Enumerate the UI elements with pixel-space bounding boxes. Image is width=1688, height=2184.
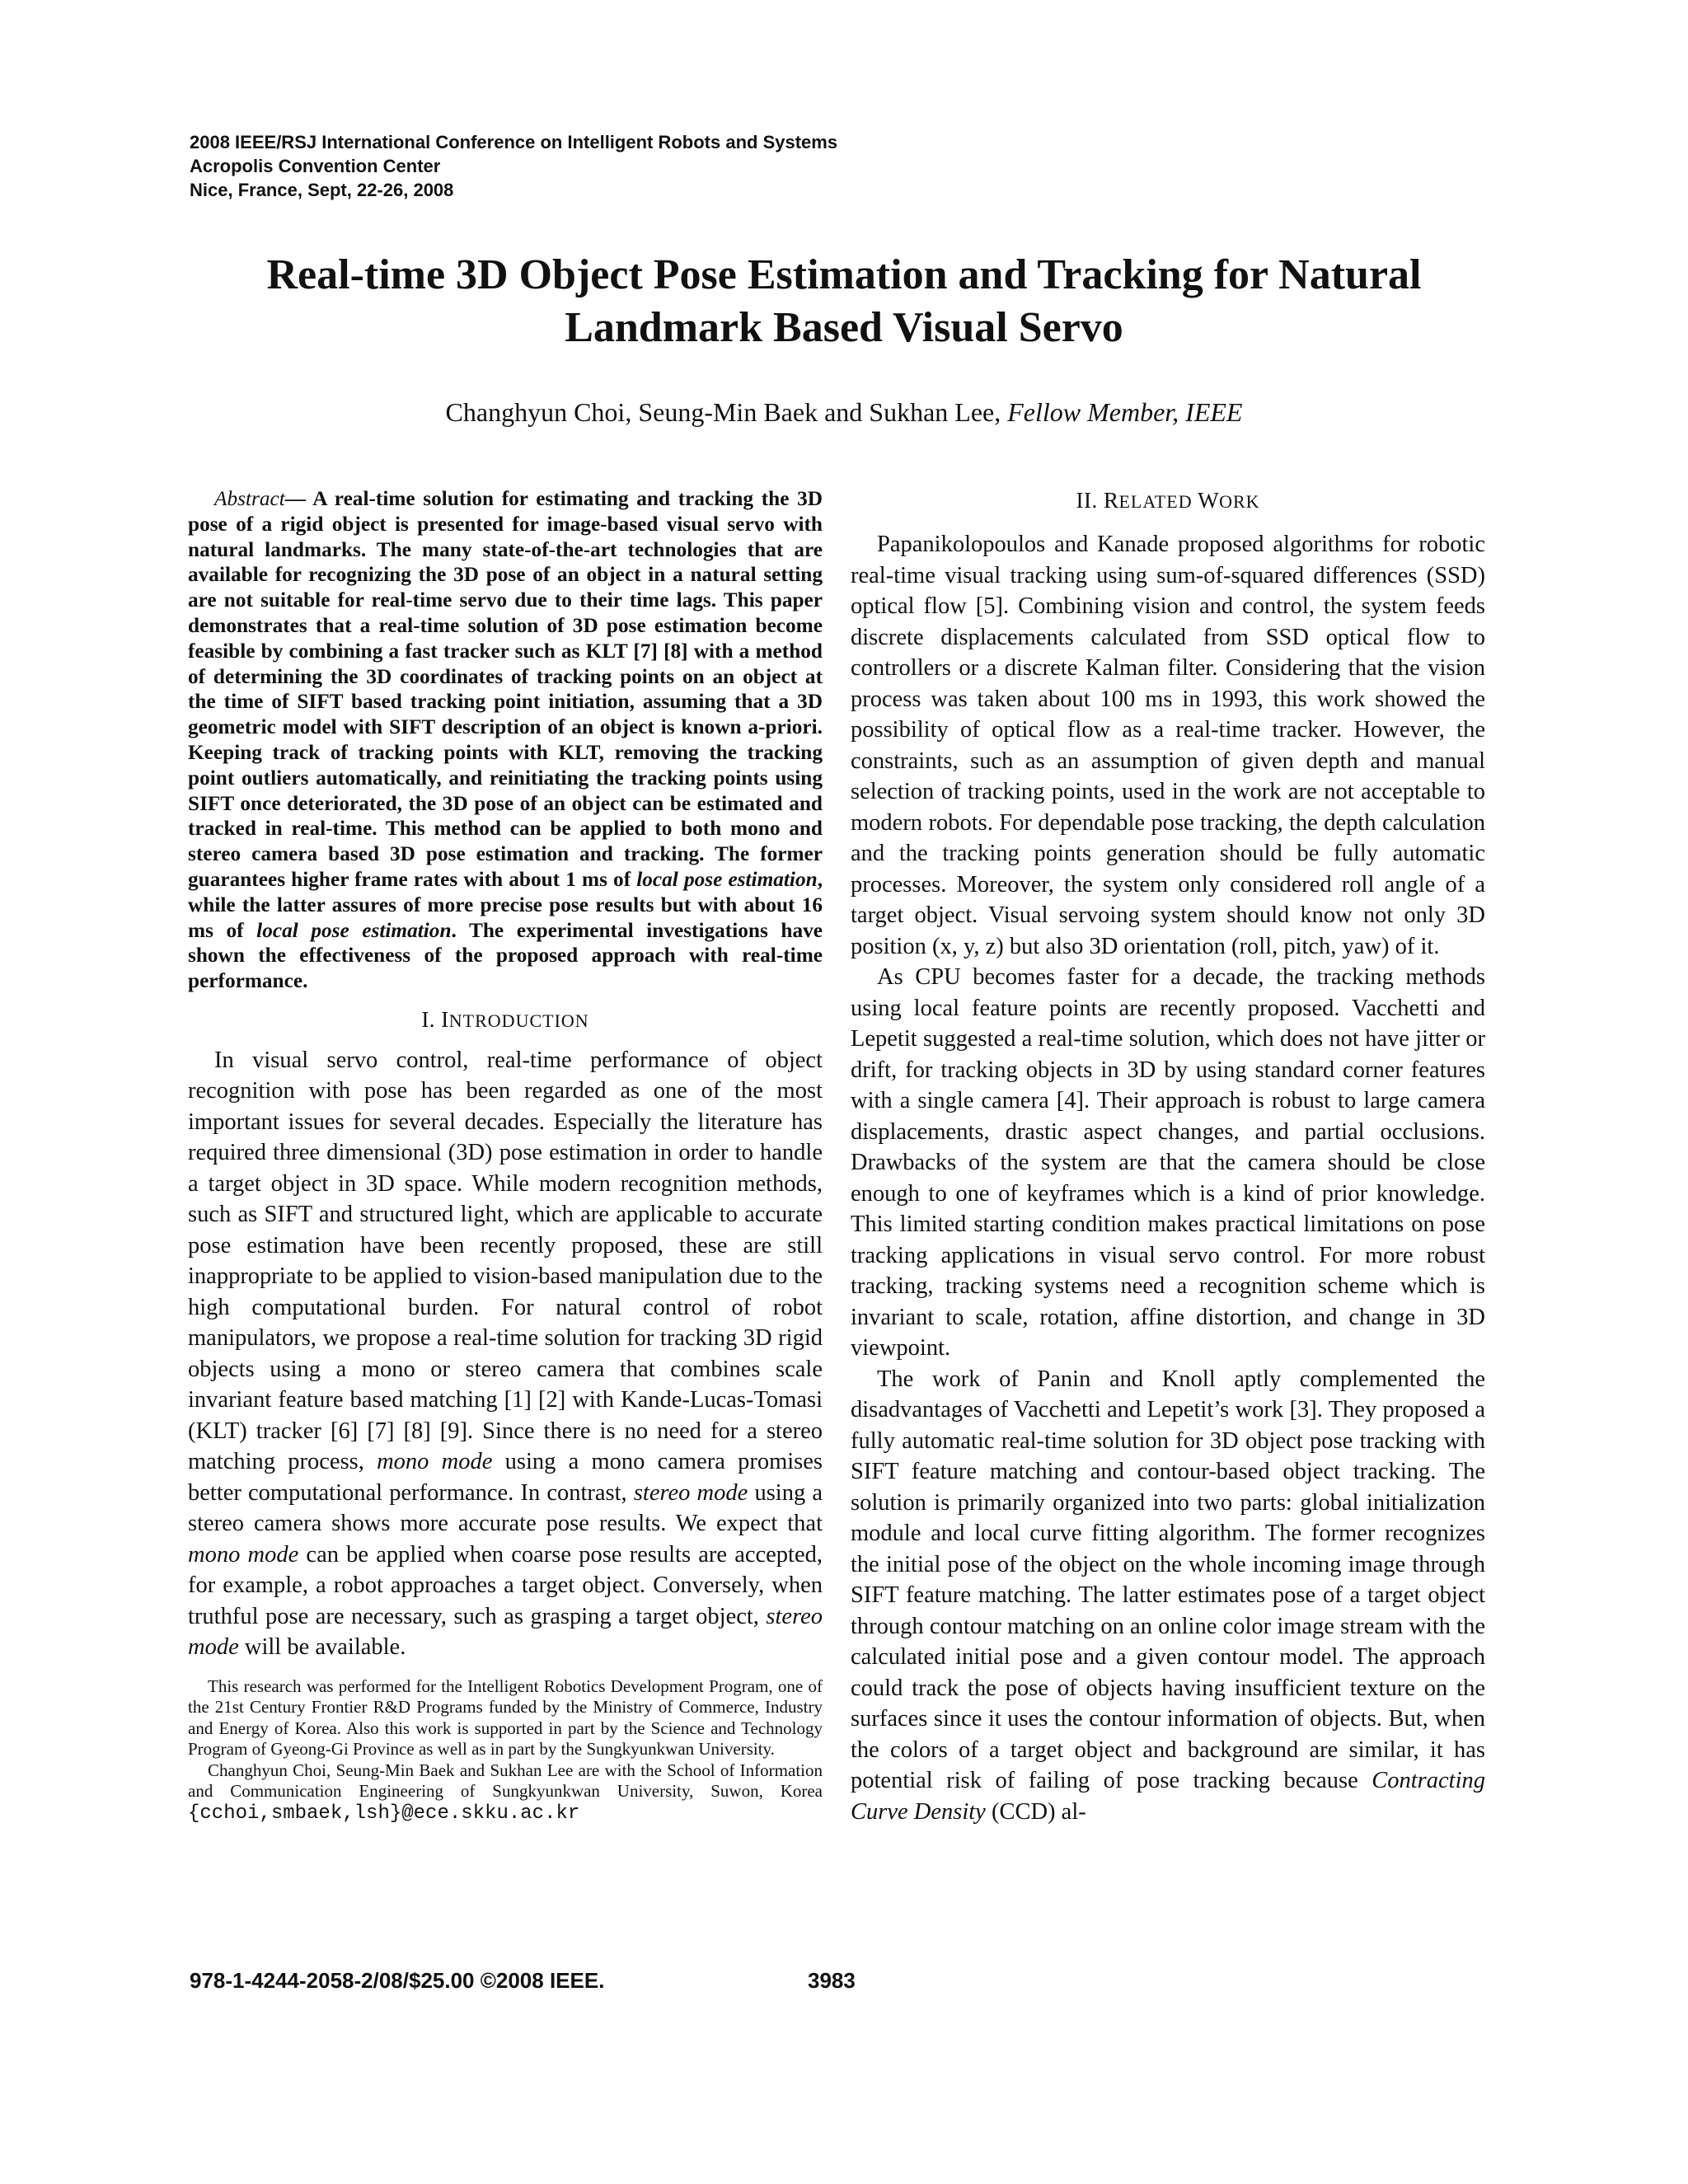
abstract-emphasis-2: local pose estimation xyxy=(256,918,452,942)
conference-location-date: Nice, France, Sept, 22-26, 2008 xyxy=(190,180,454,200)
paper-title xyxy=(190,249,1498,354)
related-paragraph-2: As CPU becomes faster for a decade, the tracking methods using local feature points are recently proposed. Vacchetti and Lepetit suggested a real-time solution, which does not have jitter or drift, for tracking objects in 3D by using standard corner features with a single camera [4]. Their approach is robust to large camera displacements, drastic aspect changes, and partial occlusions. Drawbacks of the system are that the camera should be close enough to one of keyframes which is a kind of prior knowledge. This limited starting condition makes practical limitations on pose tracking applications in visual servo control. For more robust tracking, tracking systems need a recognition scheme which is invariant to scale, rotation, affine distortion, and change in 3D viewpoint. xyxy=(851,964,1485,1361)
abstract-text-3: . The experimental investigations have shown the effectiveness of the proposed approach with real-time performance. xyxy=(188,918,823,993)
abstract-dash: — xyxy=(284,487,307,510)
title-line-2: Landmark Based Visual Servo xyxy=(565,304,1123,351)
author-names: Changhyun Choi, Seung-Min Baek and Sukhan Lee, xyxy=(445,397,1001,427)
abstract-text-2: , while the latter assures of more precise pose results but with about 16 ms of xyxy=(188,867,823,942)
footnotes xyxy=(188,1676,823,1825)
footnote-affiliation: Changhyun Choi, Seung-Min Baek and Sukhan Lee are with the School of Information and Communication Engineering of Sungkyunkwan University, Suwon, Korea {cchoi,smbaek,lsh}@ece.skku.ac.kr xyxy=(188,1760,823,1825)
related-paragraph-3: The work of Panin and Knoll aptly complemented the disadvantages of Vacchetti and Lepetit’s work [3]. They proposed a fully automatic real-time solution for 3D object pose tracking with SIFT feature matching and contour-based object tracking. The solution is primarily organized into two parts: global initialization module and local curve fitting algorithm. The former recognizes the initial pose of the object on the whole incoming image through SIFT feature matching. The latter estimates pose of a target object through contour matching on an online color image stream with the calculated initial pose and a given contour model. The approach could track the pose of objects having insufficient texture on the surfaces since it uses the contour information of objects. But, when the colors of a target object and background are similar, it has potential risk of failing of pose tracking because Contracting Curve Density (CCD) al- xyxy=(851,1366,1485,1825)
conference-header xyxy=(190,130,837,202)
footnote-funding: This research was performed for the Intelligent Robotics Development Program, one of the 21st Century Frontier R&D Programs funded by the Ministry of Commerce, Industry and Energy of Korea. Also this work is supported in part by the Science and Technology Program of Gyeong-Gi Province as well as in part by the Sungkyunkwan University. xyxy=(188,1675,823,1760)
abstract-label: Abstract xyxy=(214,487,285,510)
page-number: 3983 xyxy=(808,1968,856,1993)
abstract-emphasis-1: local pose estimation xyxy=(636,867,818,891)
title-line-1: Real-time 3D Object Pose Estimation and Tracking for Natural xyxy=(266,251,1422,298)
conference-venue: Acropolis Convention Center xyxy=(190,156,441,176)
section-heading-introduction: I. INTRODUCTION xyxy=(421,1006,589,1032)
related-paragraph-1: Papanikolopoulos and Kanade proposed algorithms for robotic real-time visual tracking using sum-of-squared differences (SSD) optical flow [5]. Combining vision and control, the system feeds discrete displacements calculated from SSD optical flow to controllers or a discrete Kalman filter. Considering that the vision process was taken about 100 ms in 1993, this work showed the possibility of optical flow as a real-time tracker. However, the constraints, such as an assumption of given depth and manual selection of tracking points, used in the work are not acceptable to modern robots. For dependable pose tracking, the depth calculation and the tracking points generation should be fully automatic processes. Moreover, the system only considered roll angle of a target object. Visual servoing system should know not only 3D position (x, y, z) but also 3D orientation (roll, pitch, yaw) of it. xyxy=(851,532,1485,959)
right-column xyxy=(851,486,1485,1827)
footer-copyright: 978-1-4244-2058-2/08/$25.00 ©2008 IEEE. xyxy=(190,1968,605,1993)
author-email: {cchoi,smbaek,lsh}@ece.skku.ac.kr xyxy=(188,1802,580,1825)
author-line xyxy=(190,396,1498,429)
intro-paragraph: In visual servo control, real-time performance of object recognition with pose has been regarded as one of the most important issues for several decades. Especially the literature has required three dimensional (3D) pose estimation in order to handle a target object in 3D space. While modern recognition methods, such as SIFT and structured light, which are applicable to accurate pose estimation have been recently proposed, these are still inappropriate to be applied to vision-based manipulation due to the high computational burden. For natural control of robot manipulators, we propose a real-time solution for tracking 3D rigid objects using a mono or stereo camera that combines scale invariant feature based matching [1] [2] with Kande-Lucas-Tomasi (KLT) tracker [6] [7] [8] [9]. Since there is no need for a stereo matching process, mono mode using a mono camera promises better computational performance. In contrast, stereo mode using a stereo camera shows more accurate pose results. We expect that mono mode can be applied when coarse pose results are accepted, for example, a robot approaches a target object. Conversely, when truthful pose are necessary, such as grasping a target object, stereo mode will be available. xyxy=(188,1047,823,1661)
section-heading-related-work: II. RELATED WORK xyxy=(1076,488,1260,513)
left-column xyxy=(188,486,823,1824)
author-role: Fellow Member, IEEE xyxy=(1007,397,1243,427)
conference-name: 2008 IEEE/RSJ International Conference on Intelligent Robots and Systems xyxy=(190,132,838,152)
abstract xyxy=(188,486,823,994)
abstract-text-1: A real-time solution for estimating and tracking the 3D pose of a rigid object is presented for image-based visual servo with natural landmarks. The many state-of-the-art technologies that are available for recognizing the 3D pose of an object in a natural setting are not suitable for real-time servo due to their time lags. This paper demonstrates that a real-time solution of 3D pose estimation become feasible by combining a fast tracker such as KLT [7] [8] with a method of determining the 3D coordinates of tracking points on an object at the time of SIFT based tracking point initiation, assuming that a 3D geometric model with SIFT description of an object is known a-priori. Keeping track of tracking points with KLT, removing the tracking point outliers automatically, and reinitiating the tracking points using SIFT once deteriorated, the 3D pose of an object can be estimated and tracked in real-time. This method can be applied to both mono and stereo camera based 3D pose estimation and tracking. The former guarantees higher frame rates with about 1 ms of xyxy=(188,487,823,891)
